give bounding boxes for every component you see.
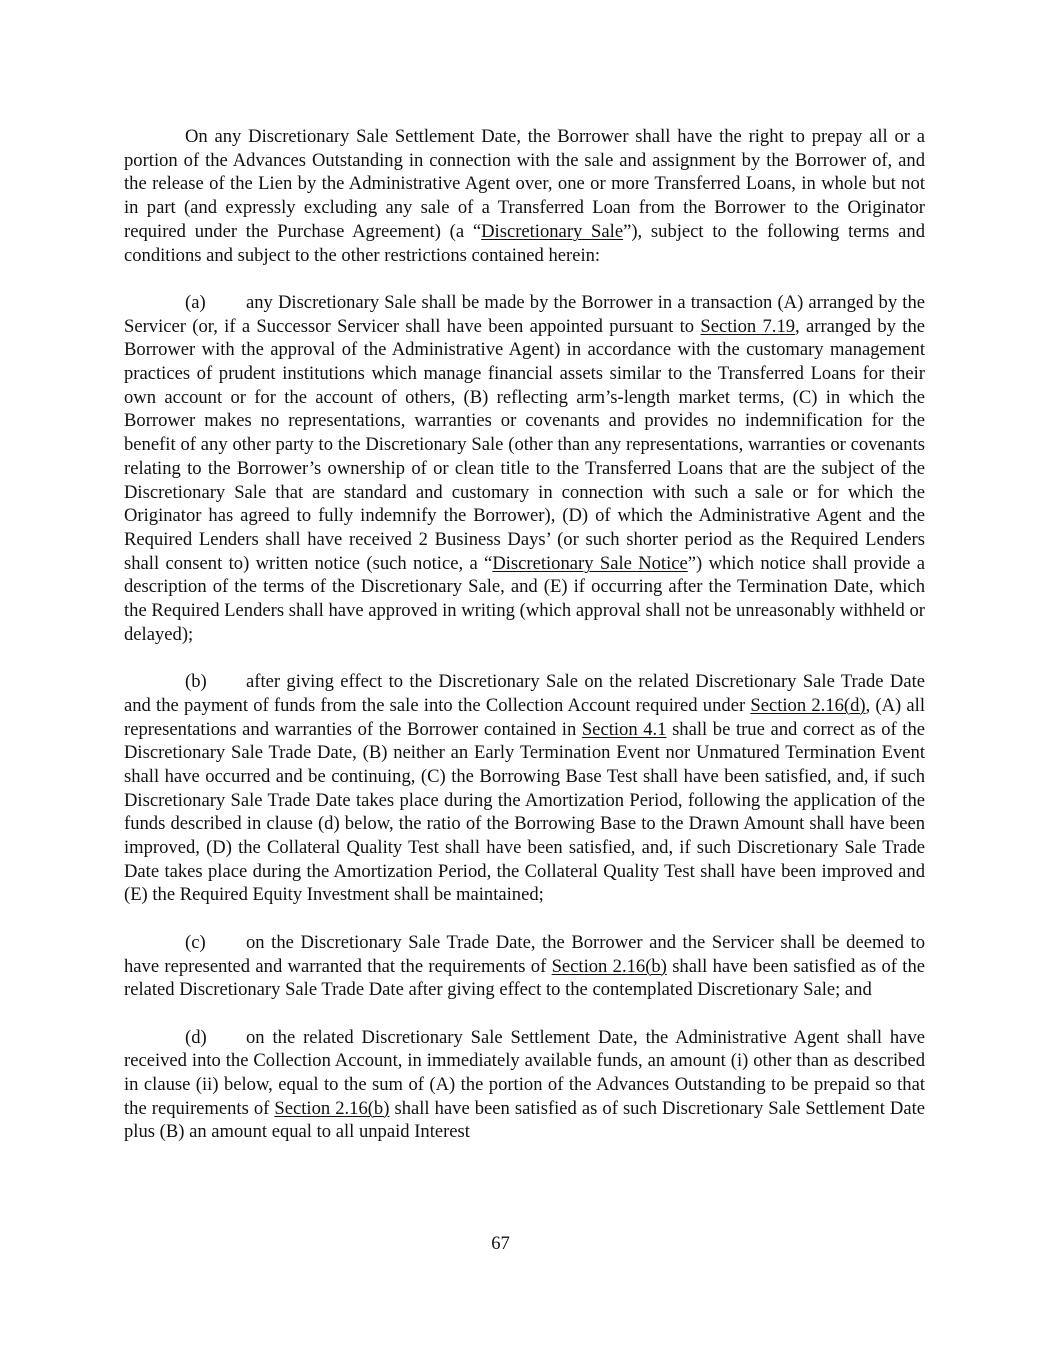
clause-b-text-1: after giving effect to the Discretionary Sale on the related Discretionary Sale Trade Date and the payment of funds from the sale into the Collection Account required under [124,671,925,716]
intro-text-2: ”), subject to the following terms and conditions and subject to the other restrictions contained herein: [124,220,925,266]
clause-b-text-3: shall be true and correct as of the Discretionary Sale Trade Date, (B) neither an Early Termination Event nor Unmatured Termination Event shall have occurred and be continuing, (C) the Borrowing Base Test shall have been satisfied, and, if such Discretionary Sale Trade Date takes place during the Amortization Period, following the application of the funds described in clause (d) below, the ratio of the Borrowing Base to the Drawn Amount shall have been improved, (D) the Collateral Quality Test shall have been satisfied, and, if such Discretionary Sale Trade Date takes place during the Amortization Period, the Collateral Quality Test shall have been improved and (E) the Required Equity Investment shall be maintained; [124,718,925,906]
document-page [124,125,925,1144]
clause-d-label: (d) [185,1026,207,1048]
clause-c-label: (c) [185,931,206,953]
page-number: 67 [491,1233,510,1254]
defined-term-discretionary-sale: Discretionary Sale [481,220,624,242]
clause-a-label: (a) [185,291,206,313]
clause-a-text-3: ”) which notice shall provide a description of the terms of the Discretionary Sale, and (E) if occurring after the Termination Date, which the Required Lenders shall have approved in writing (which approval shall not be unreasonably withheld or delayed); [124,552,925,645]
clause-d-text-1: on the related Discretionary Sale Settlement Date, the Administrative Agent shall have received into the Collection Account, in immediately available funds, an amount (i) other than as described in clause (ii) below, equal to the sum of (A) the portion of the Advances Outstanding to be prepaid so that the requirements of [124,1026,925,1119]
section-reference-2-16-b[interactable]: Section 2.16(b) [551,955,667,977]
clause-c-text-1: on the Discretionary Sale Trade Date, the Borrower and the Servicer shall be deemed to have represented and warranted that the requirements of [124,931,925,977]
section-reference-2-16-d[interactable]: Section 2.16(d) [750,694,866,716]
defined-term-discretionary-sale-notice: Discretionary Sale Notice [492,552,688,574]
clause-b-text-2: , (A) all representations and warranties of the Borrower contained in [124,694,926,740]
clause-a-paragraph [124,291,925,647]
section-reference-4-1[interactable]: Section 4.1 [581,718,667,740]
clause-b-paragraph [124,670,925,907]
clause-d-paragraph [124,1026,925,1145]
section-reference-2-16-b[interactable]: Section 2.16(b) [274,1097,390,1119]
section-reference-7-19[interactable]: Section 7.19 [700,315,796,337]
clause-d-text-2: shall have been satisfied as of such Discretionary Sale Settlement Date plus (B) an amount equal to all unpaid Interest [124,1097,925,1143]
clause-b-label: (b) [185,671,207,693]
clause-a-text-1: any Discretionary Sale shall be made by the Borrower in a transaction (A) arranged by the Servicer (or, if a Successor Servicer shall have been appointed pursuant to [124,291,925,337]
clause-c-text-2: shall have been satisfied as of the related Discretionary Sale Trade Date after giving effect to the contemplated Discretionary Sale; and [124,955,926,1001]
intro-paragraph [124,125,925,267]
clause-a-text-2: , arranged by the Borrower with the approval of the Administrative Agent) in accordance with the customary management practices of prudent institutions which manage financial assets similar to the Transferred Loans for their own account or for the account of others, (B) reflecting arm’s-length market terms, (C) in which the Borrower makes no representations, warranties or covenants and provides no indemnification for the benefit of any other party to the Discretionary Sale (other than any representations, warranties or covenants relating to the Borrower’s ownership of or clean title to the Transferred Loans that are the subject of the Discretionary Sale that are standard and customary in connection with such a sale or for which the Originator has agreed to fully indemnify the Borrower), (D) of which the Administrative Agent and the Required Lenders shall have received 2 Business Days’ (or such shorter period as the Required Lenders shall consent to) written notice (such notice, a “ [124,315,925,574]
clause-c-paragraph [124,931,925,1002]
intro-text-1: On any Discretionary Sale Settlement Date, the Borrower shall have the right to prepay all or a portion of the Advances Outstanding in connection with the sale and assignment by the Borrower of, and the release of the Lien by the Administrative Agent over, one or more Transferred Loans, in whole but not in part (and expressly excluding any sale of a Transferred Loan from the Borrower to the Originator required under the Purchase Agreement) (a “ [124,126,925,242]
